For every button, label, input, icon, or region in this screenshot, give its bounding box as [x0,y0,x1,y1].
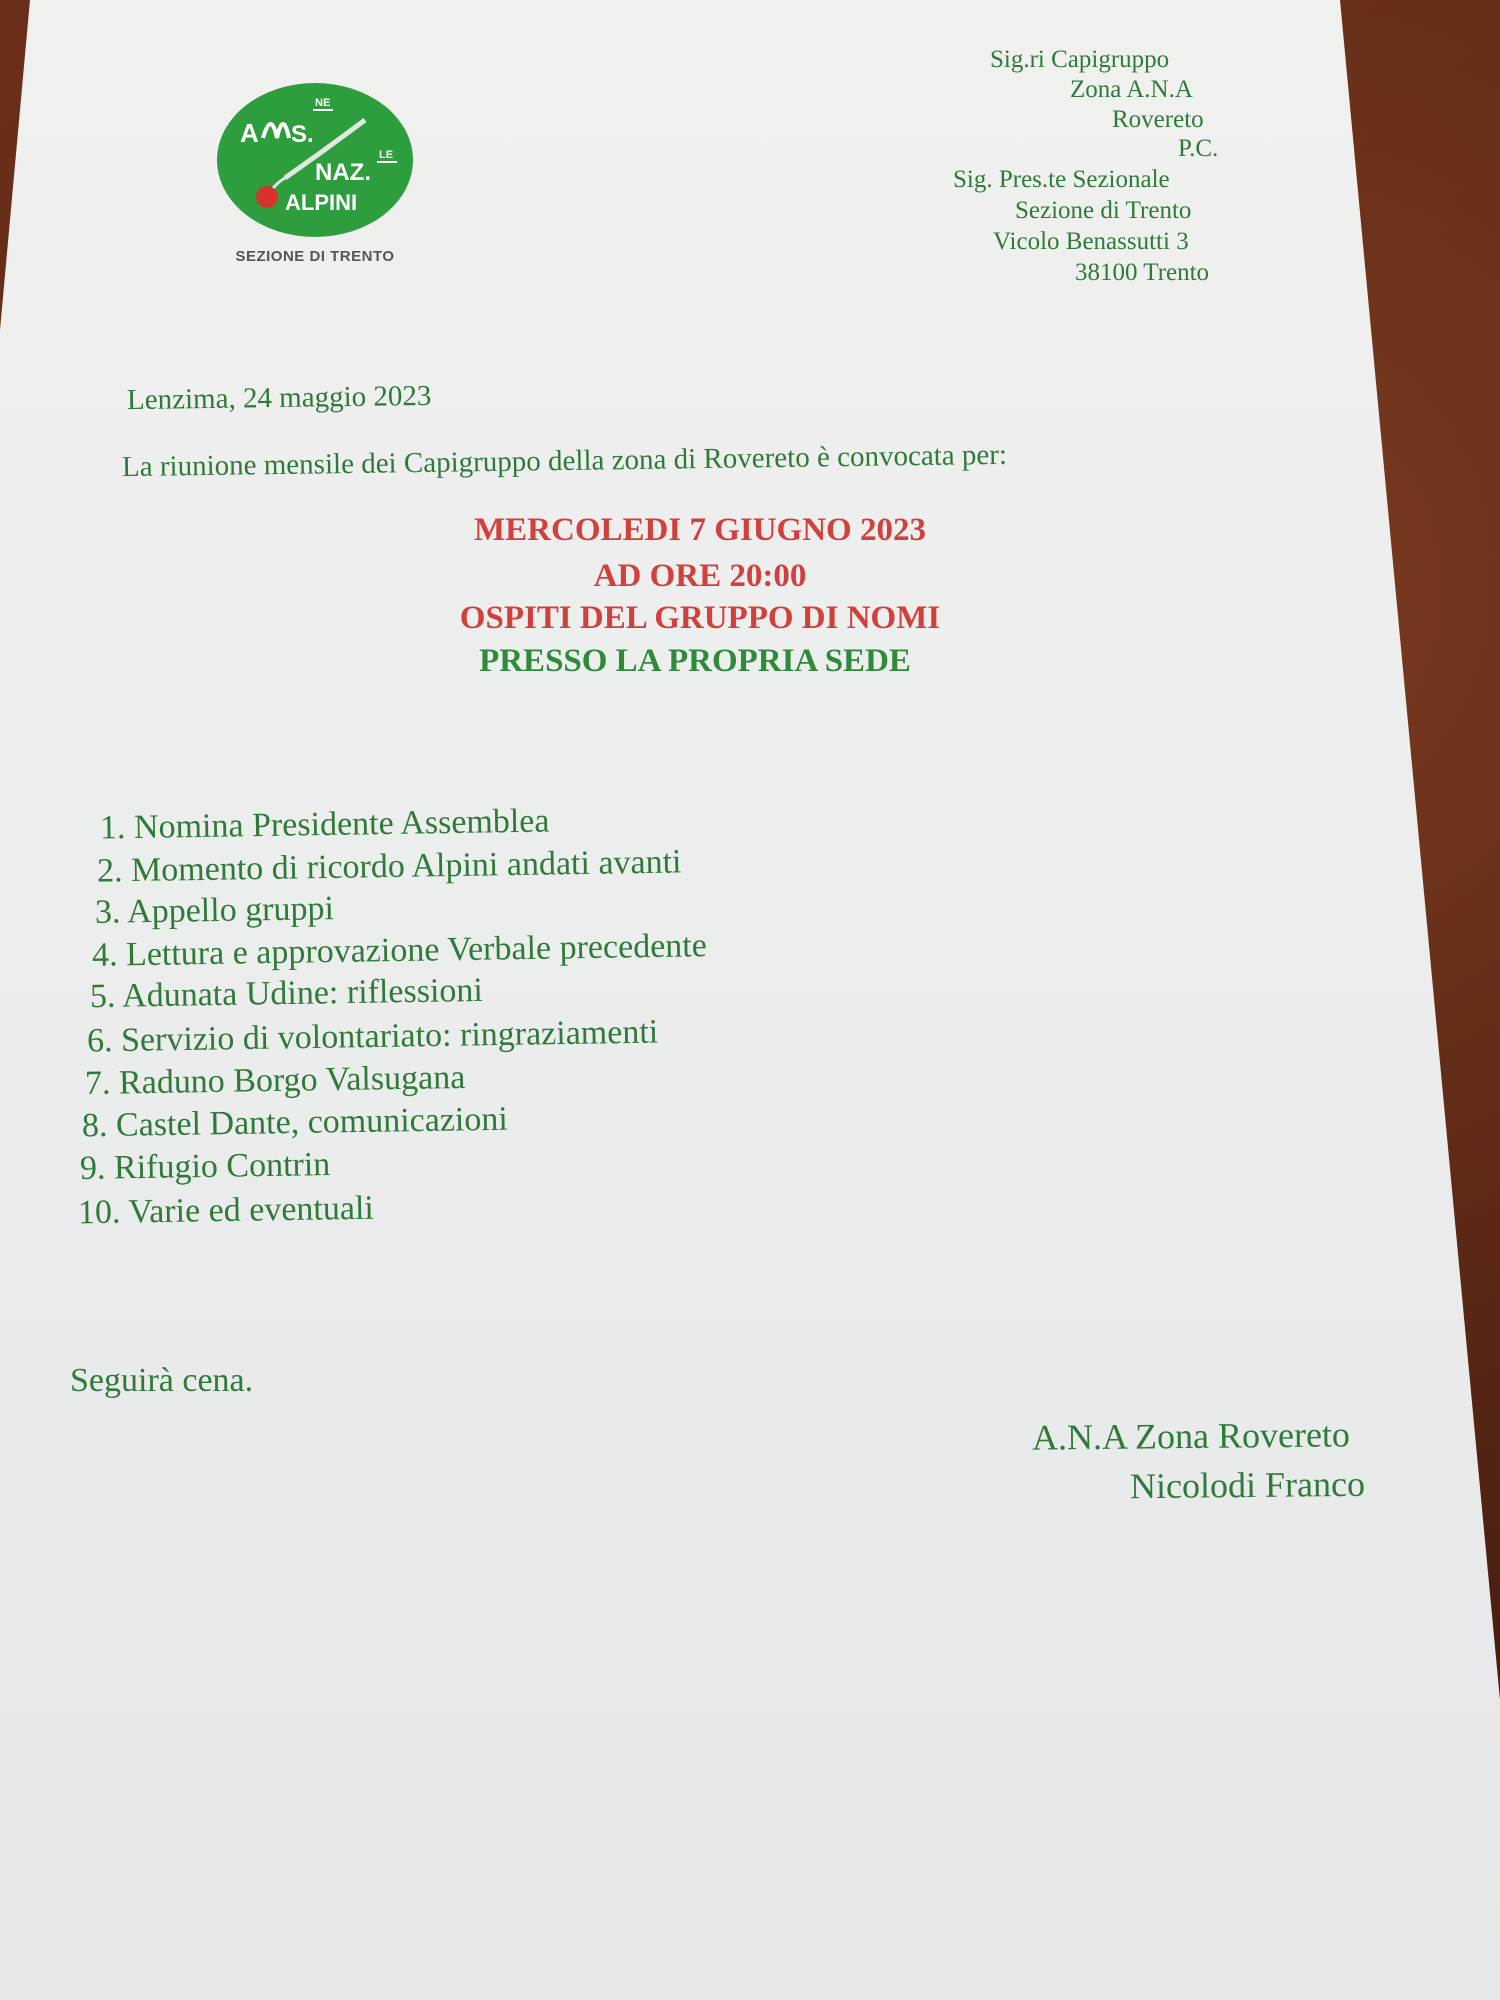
agenda-item: 4. Lettura e approvazione Verbale precedente [91,927,708,974]
signature-name: Nicolodi Franco [1129,1463,1366,1507]
signature-org: A.N.A Zona Rovereto [1031,1414,1351,1458]
agenda-item: 6. Servizio di volontariato: ringraziamenti [86,1013,659,1060]
headline-time: AD ORE 20:00 [593,558,807,594]
ana-logo [215,80,415,240]
svg-text:NE: NE [315,97,331,109]
agenda-item: 8. Castel Dante, comunicazioni [81,1100,509,1145]
recipient-line: Sig. Pres.te Sezionale [953,166,1170,193]
svg-text:NAZ.: NAZ. [315,159,371,186]
agenda-item: 10. Varie ed eventuali [77,1189,375,1232]
logo-caption: SEZIONE DI TRENTO [235,248,395,265]
recipient-line: Sig.ri Capigruppo [990,46,1170,73]
svg-text:ALPINI: ALPINI [285,190,358,215]
intro-text: La riunione mensile dei Capigruppo della zona di Rovereto è convocata per: [121,438,1008,484]
recipient-line: P.C. [1178,135,1219,162]
agenda-item: 9. Rifugio Contrin [79,1146,331,1187]
headline-host: OSPITI DEL GRUPPO DI NOMI [459,600,941,636]
agenda-item: 3. Appello gruppi [94,890,335,931]
svg-text:A: A [240,118,259,148]
recipient-line: Rovereto [1112,106,1204,133]
headline-date: MERCOLEDI 7 GIUGNO 2023 [474,512,926,548]
recipient-line: Zona A.N.A [1070,76,1193,103]
agenda-item: 1. Nomina Presidente Assemblea [99,802,550,847]
recipient-line: 38100 Trento [1075,259,1210,286]
svg-text:LE: LE [379,149,394,161]
svg-text:S.: S. [291,121,314,148]
closing-text: Seguirà cena. [70,1362,254,1399]
headline-venue: PRESSO LA PROPRIA SEDE [479,643,911,679]
agenda-item: 2. Momento di ricordo Alpini andati avanti [96,843,682,890]
agenda-item: 7. Raduno Borgo Valsugana [84,1059,466,1102]
date-line: Lenzima, 24 maggio 2023 [126,379,432,417]
agenda-item: 5. Adunata Udine: riflessioni [89,971,484,1016]
recipient-line: Sezione di Trento [1015,197,1192,224]
recipient-line: Vicolo Benassutti 3 [993,228,1189,255]
